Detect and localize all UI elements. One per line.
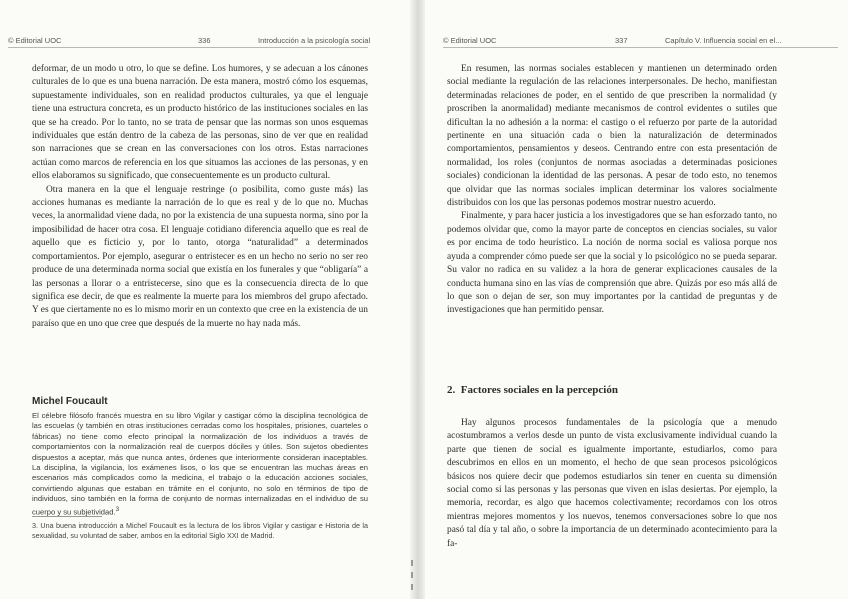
left-header-book-title: Introducción a la psicología social [258,36,371,45]
right-header-publisher: © Editorial UOC [443,36,497,45]
right-paragraph-1: En resumen, las normas sociales establecen y mantienen un determinado orden social mediante la regulación de las relaciones interpersonales. De hecho, manifiestan determinadas relaciones de poder, en el sentido de que prescriben la normalidad (y proscriben la anormalidad) mediante mecanismos de control evidentes o sutiles que dificultan la no adhesión a la norma: el castigo o el refuerzo por parte de la autoridad pertinente en una situación cada o bien la naturalización de determinados comportamientos, pensamientos y deseos. Centrando entre con esta presentación de normalidad, los roles (conjuntos de normas asociadas a determinadas posiciones sociales) condicionan la identidad de las personas. A pesar de todo esto, no tenemos que olvidar que las normas sociales implican determinar los valores socialmente distribuidos con los que las personas podemos mostrar nuestro acuerdo. [447,64,777,209]
right-header-page-number: 337 [615,36,628,45]
box-text [32,411,368,518]
footnote-text: 3. Una buena introducción a Michel Foucault es la lectura de los libros Vigilar y castigar e Historia de la sexualidad, su voluntad de saber, ambos en la editorial Siglo XXI de Madrid. [32,521,368,540]
left-page [0,0,423,599]
right-paragraph-2: Finalmente, y para hacer justicia a los investigadores que se han esforzado tanto, no podemos olvidar que, como la mayor parte de conceptos en ciencias sociales, su valor es por encima de todo heurístico. La noción de norma social es valiosa porque nos ayuda a comprender cómo puede ser que la social y lo psicológico no se pueda separar. Su valor no radica en su validez a la hora de generar explicaciones causales de la conducta humana sino en las vías de comprensión que abre. Quizás por eso más allá de lo que son o dejan de ser, son muy importantes por la cantidad de preguntas y de investigaciones que han permitido pensar. [447,211,777,316]
left-paragraph-1: deformar, de un modo u otro, lo que se define. Los humores, y se adecuan a los cánones culturales de lo que es una buena narración. De esta manera, mostró cómo los esquemas, supuestamente individuales, son en realidad productos culturales, ya que el lenguaje tiene una estructura concreta, es un producto histórico de las instituciones sociales en las que se ha creado. Por lo tanto, no se trata de pensar que las normas son unos esquemas individuales que están dentro de la cabeza de las personas, sino de ver que en realidad son narraciones que se crean en las conversaciones con los otros. Estas narraciones actúan como marcos de referencia en los que situamos las acciones de las personas, y en ellos elaboramos su significado, que consecuentemente es un producto cultural. [32,64,368,182]
box-footnote-ref: 3 [115,505,120,513]
left-paragraph-2: Otra manera en la que el lenguaje restringe (o posibilita, como guste más) las acciones humanas es mediante la narración de lo que es real y de lo que no. Muchas veces, la anormalidad viene dada, no por la existencia de una supuesta norma, sino por la imposibilidad de hacer otra cosa. El lenguaje cotidiano diferencia aquello que es real de aquello que es ficticio y, por lo tanto, otorga “naturalidad” a determinados comportamientos. Por ejemplo, asegurar o entristecer es en un hecho no serio no ser reo produce de una determinada norma social que existía en los funerales y que “obligaría” a las personas a llorar o a entristecerse, sino que es la consecuencia directa de lo que significa ese decir, de que es realmente la muerte para los miembros del grupo afectado. Y es que ciertamente no es lo mismo morir en un contexto que cree en la existencia de un paraíso que en uno que cree que después de la muerte no hay nada más. [32,184,368,329]
left-header-publisher: © Editorial UOC [8,36,62,45]
section-number: 2. [447,384,456,396]
book-gutter [410,0,426,599]
box-title: Michel Foucault [32,396,108,407]
section-body-text [447,417,777,551]
right-header-chapter-title: Capítulo V. Influencia social en el... [665,36,782,45]
right-header-rule [443,47,838,48]
right-page [425,0,848,599]
left-header-page-number: 336 [198,36,211,45]
left-header-rule [8,47,368,48]
footnote-rule [32,516,102,517]
section-heading [447,384,618,396]
section-paragraph: Hay algunos procesos fundamentales de la psicología que a menudo acostumbramos a verlos desde un punto de vista exclusivamente individual cuando la parte que tienen de social es igualmente importante, estudiarlos, como para descubrimos en ellos en un momento, el hecho de que sean procesos psicológicos básicos nos quiere decir que podemos estudiarlos sin tener en cuenta su dimensión social como si las personas y las personas que viven en islas desiertas. Por ejemplo, la memoria, recordar, es algo que hacemos colectivamente; recordamos con los otros mientras mejores momentos y los nuevos, tenemos conversaciones sobre lo que nos pasó tal día y tal año, o sobre la importancia de un determinado acontecimiento para la fa- [447,418,777,549]
crop-marks-bottom [411,560,413,596]
right-body-text [447,63,777,318]
section-title: Factores sociales en la percepción [460,384,618,396]
left-body-text [32,63,368,331]
box-body: El célebre filósofo francés muestra en su libro Vigilar y castigar cómo la disciplina tecnológica de las escuelas (y también en otras instituciones cerradas como los hospitales, prisiones, cuarteles o fábricas) no tiene como efecto principal la normalización de los individuos a través de comportamientos con la normalización real de cuerpos dóciles y útiles. Son sujetos obedientes dispuestos a aceptar, más que nunca antes, órdenes que interiormente consideran inaceptables. La disciplina, la vigilancia, los exámenes lisos, o los que se encuentran las muchas áreas en escenarios más complicados como la medicina, el trabajo o la educación acciones sociales, convirtiendo algunas que estaban en trámite en el conjunto, no solo en términos de tipo de individuos, sino también en la forma de conjunto de normas internalizadas en el individuo de su cuerpo y su subjetividad. [32,411,368,517]
